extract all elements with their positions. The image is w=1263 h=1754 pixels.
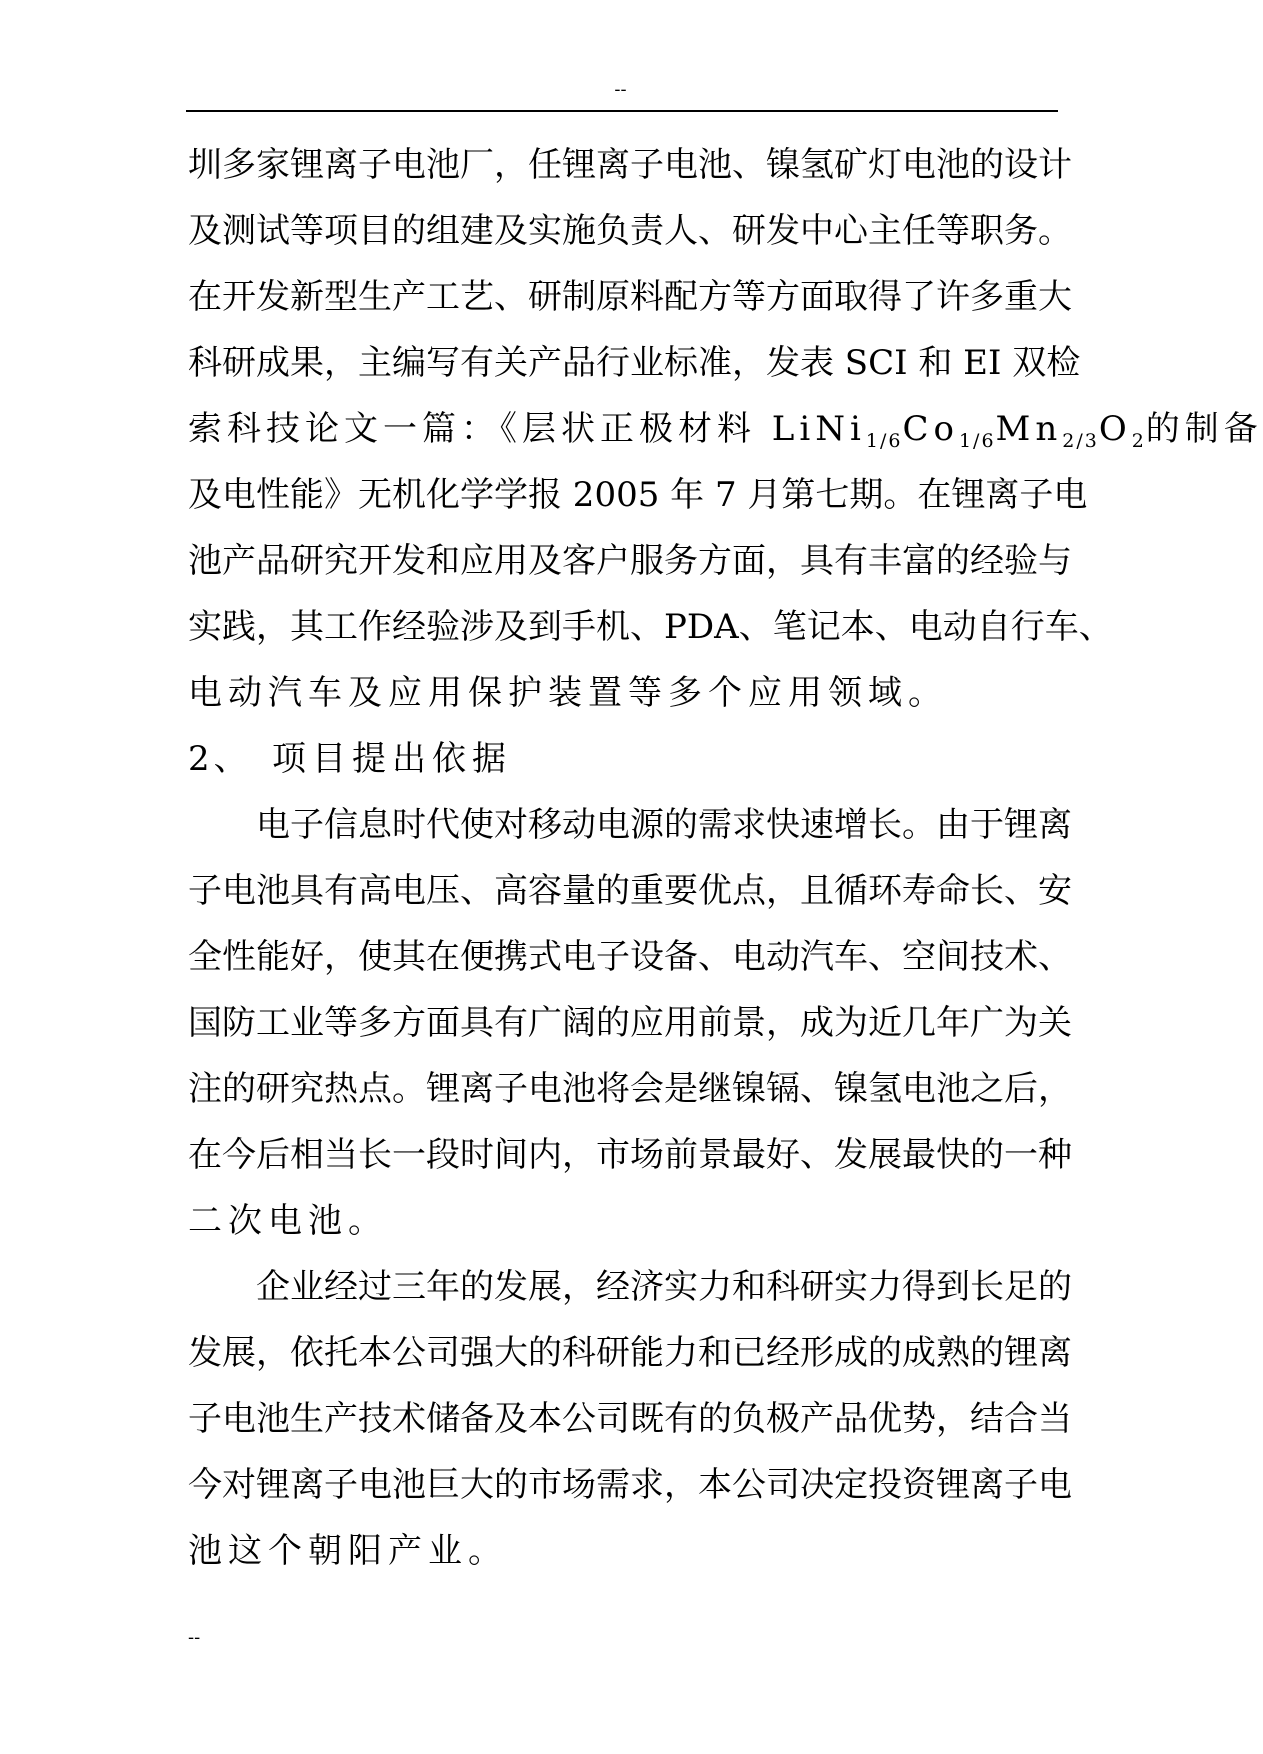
section-title: 项目提出依据	[272, 739, 512, 779]
text-line: 发展，依托本公司强大的科研能力和已经形成的成熟的锂离	[188, 1333, 1072, 1373]
text-line: 池这个朝阳产业。	[188, 1531, 508, 1571]
text-line: 科研成果，主编写有关产品行业标准，发表 SCI 和 EI 双检	[188, 343, 1081, 383]
text-line: 全性能好，使其在便携式电子设备、电动汽车、空间技术、	[188, 937, 1072, 977]
formula-line	[188, 396, 1263, 462]
text-line: 子电池生产技术储备及本公司既有的负极产品优势，结合当	[188, 1399, 1072, 1439]
text-line: 池产品研究开发和应用及客户服务方面，具有丰富的经验与	[188, 541, 1072, 581]
text-line: 在今后相当长一段时间内，市场前景最好、发展最快的一种	[188, 1135, 1072, 1175]
section-number: 2、	[188, 739, 252, 779]
text-line: 二次电池。	[188, 1201, 388, 1241]
text-line: 圳多家锂离子电池厂，任锂离子电池、镍氢矿灯电池的设计	[188, 145, 1072, 185]
page-footer-mark: --	[188, 1627, 201, 1648]
text-line: 注的研究热点。锂离子电池将会是继镍镉、镍氢电池之后，	[188, 1069, 1072, 1109]
text-line: 今对锂离子电池巨大的市场需求，本公司决定投资锂离子电	[188, 1465, 1072, 1505]
formula-line-before: 索科技论文一篇：《层状正极材料 LiNi	[188, 409, 866, 449]
o-symbol: O	[1098, 409, 1132, 449]
formula-line-after: 的制备	[1145, 409, 1263, 449]
mn-subscript: 2/3	[1062, 430, 1099, 452]
page-header-mark: --	[614, 79, 627, 100]
co-symbol: Co	[902, 409, 959, 449]
mn-symbol: Mn	[995, 409, 1063, 449]
text-line: 子电池具有高电压、高容量的重要优点，且循环寿命长、安	[188, 871, 1072, 911]
text-line: 在开发新型生产工艺、研制原料配方等方面取得了许多重大	[188, 277, 1072, 317]
text-line: 企业经过三年的发展，经济实力和科研实力得到长足的	[256, 1267, 1072, 1307]
text-line: 国防工业等多方面具有广阔的应用前景，成为近几年广为关	[188, 1003, 1072, 1043]
text-line: 电子信息时代使对移动电源的需求快速增长。由于锂离	[256, 805, 1072, 845]
text-line: 及测试等项目的组建及实施负责人、研发中心主任等职务。	[188, 211, 1072, 251]
section-heading	[188, 726, 1058, 792]
text-line: 实践，其工作经验涉及到手机、PDA、笔记本、电动自行车、	[188, 607, 1113, 647]
text-line: 及电性能》无机化学学报 2005 年 7 月第七期。在锂离子电	[188, 475, 1088, 515]
header-rule	[186, 110, 1058, 112]
ni-subscript: 1/6	[865, 430, 903, 452]
o-subscript: 2	[1131, 430, 1146, 452]
text-line: 电动汽车及应用保护装置等多个应用领域。	[188, 673, 948, 713]
co-subscript: 1/6	[958, 430, 996, 452]
